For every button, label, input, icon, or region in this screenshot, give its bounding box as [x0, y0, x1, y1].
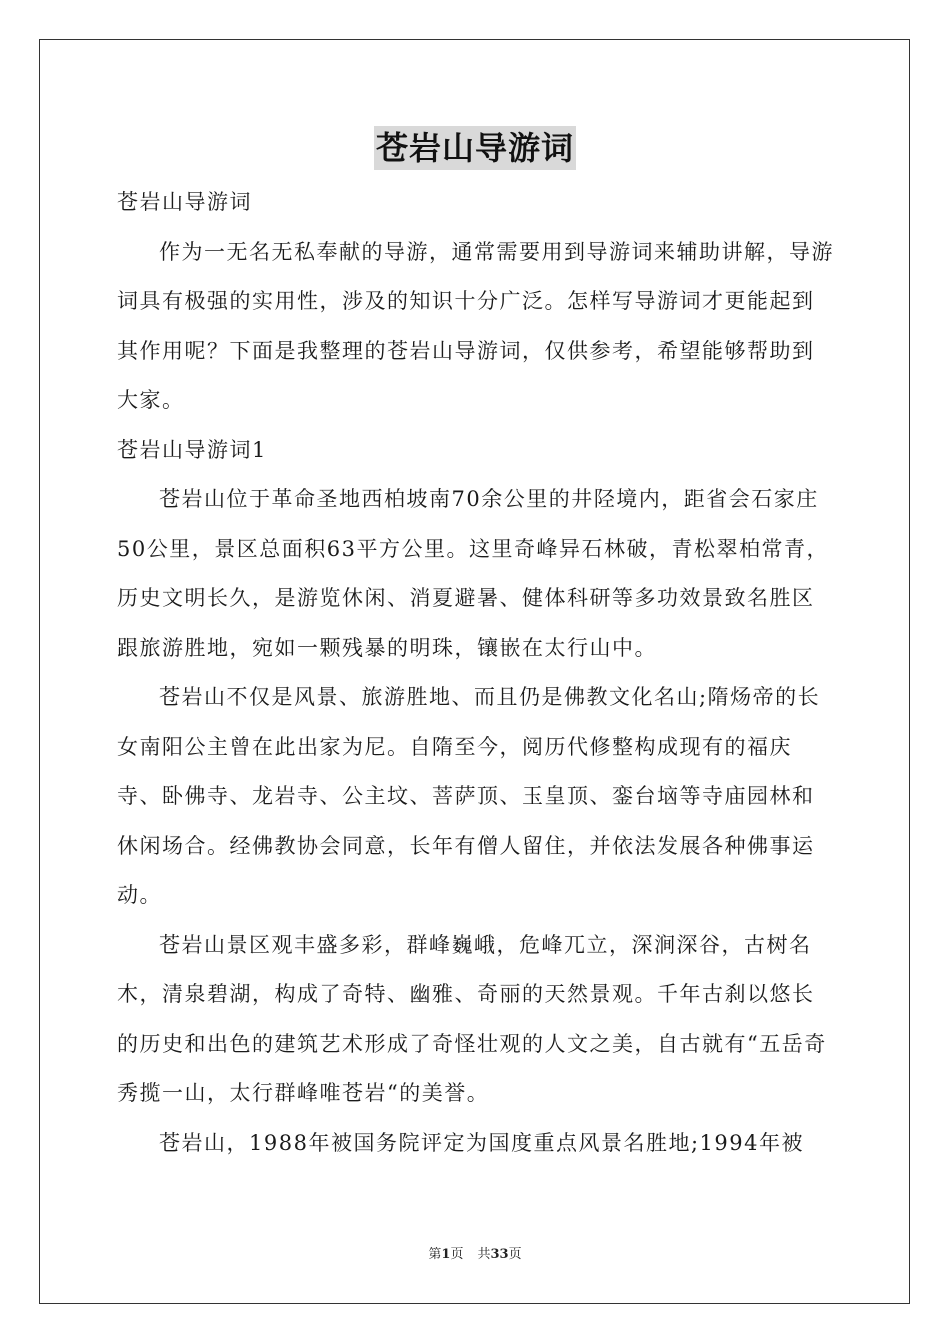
- page-suffix: 页: [450, 1247, 464, 1262]
- document-title: 苍岩山导游词: [374, 126, 576, 170]
- total-prefix: 共: [477, 1247, 491, 1262]
- section-heading: 苍岩山导游词1: [117, 437, 267, 462]
- page-prefix: 第: [428, 1247, 442, 1262]
- document-body: [117, 178, 835, 1168]
- paragraph: 苍岩山，1988年被国务院评定为国度重点风景名胜地;1994年被: [159, 1130, 804, 1155]
- paragraph: 苍岩山导游词: [117, 190, 252, 214]
- title-container: [0, 126, 950, 170]
- paragraph: 作为一无名无私奉献的导游，通常需要用到导游词来辅助讲解，导游词具有极强的实用性，涉及的知识十分广泛。怎样写导游词才更能起到其作用呢？下面是我整理的苍岩山导游词，仅供参考，希望能够帮助到大家。: [117, 239, 834, 412]
- paragraph: 苍岩山位于革命圣地西柏坡南70余公里的井陉境内，距省会石家庄50公里，景区总面积63平方公里。这里奇峰异石林破，青松翠柏常青，历史文明长久，是游览休闲、消夏避暑、健体科研等多功效景致名胜区跟旅游胜地，宛如一颗残暴的明珠，镶嵌在太行山中。: [117, 487, 829, 660]
- current-page-number: 1: [441, 1247, 451, 1262]
- paragraph: 苍岩山不仅是风景、旅游胜地、而且仍是佛教文化名山;隋炀帝的长女南阳公主曾在此出家为尼。自隋至今，阅历代修整构成现有的福庆寺、卧佛寺、龙岩寺、公主坟、菩萨顶、玉皇顶、銮台垴等寺庙园林和休闲场合。经佛教协会同意，长年有僧人留住，并依法发展各种佛事运动。: [117, 685, 821, 907]
- page-footer: [0, 1246, 950, 1264]
- paragraph: 苍岩山景区观丰盛多彩，群峰巍峨，危峰兀立，深涧深谷，古树名木，清泉碧湖，构成了奇特、幽雅、奇丽的天然景观。千年古刹以悠长的历史和出色的建筑艺术形成了奇怪壮观的人文之美，自古就有“五岳奇秀揽一山，太行群峰唯苍岩“的美誉。: [117, 932, 827, 1105]
- total-suffix: 页: [508, 1247, 522, 1262]
- total-page-count: 33: [490, 1247, 509, 1262]
